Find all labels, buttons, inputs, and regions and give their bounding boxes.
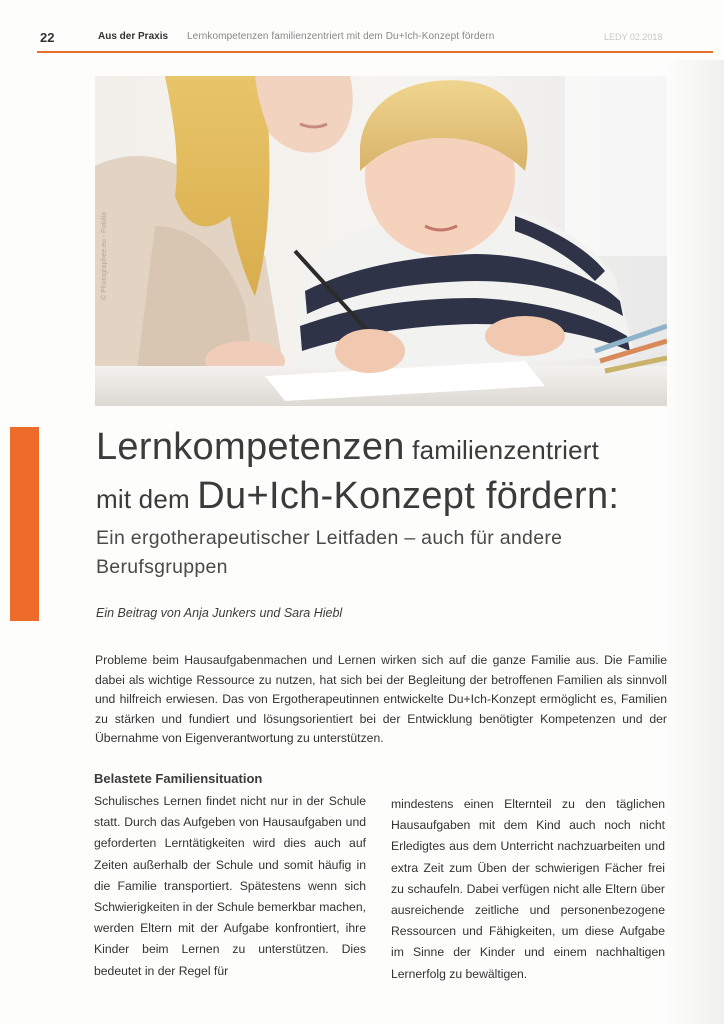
- article-title-line2: [96, 475, 619, 518]
- byline: Ein Beitrag von Anja Junkers und Sara Hiebl: [96, 606, 343, 620]
- article-title-line1: [96, 426, 599, 469]
- section-heading: Belastete Familiensituation: [94, 771, 263, 786]
- title-concept: Du+Ich-Konzept fördern:: [197, 475, 620, 517]
- issue-label: LEDY 02.2018: [604, 32, 663, 42]
- hero-photo: [95, 76, 667, 406]
- page-header: [0, 0, 724, 58]
- page-number: 22: [40, 30, 55, 45]
- body-column-left: Schulisches Lernen findet nicht nur in der Schule statt. Durch das Aufgeben von Hausaufgaben und geforderten Lerntätigkeiten wird dies auch auf Zeiten außerhalb der Schule und somit häufig in die Familie transportiert. Spätestens wenn sich Schwierigkeiten in der Schule bemerkbar machen, werden Eltern mit der Aufgabe konfrontiert, ihre Kinder beim Lernen zu unterstützen. Dies bedeutet in der Regel für: [94, 794, 366, 978]
- header-rule: [37, 51, 713, 53]
- title-rest-2: mit dem: [96, 484, 198, 514]
- orange-side-marker: [10, 427, 39, 621]
- page-edge-shade: [668, 60, 724, 1024]
- title-keyword: Lernkompetenzen: [96, 426, 405, 468]
- title-rest-1: familienzentriert: [404, 435, 600, 465]
- section-label: Aus der Praxis: [98, 31, 169, 42]
- photo-credit: © Photographee.eu - Fotolia: [101, 211, 108, 300]
- lead-paragraph: Probleme beim Hausaufgabenmachen und Lernen wirken sich auf die ganze Familie aus. Die Familie dabei als wichtige Ressource zu nutzen, hat sich bei der Begleitung der betroffenen Familien als sinnvoll und hilfreich erwiesen. Das von Ergotherapeutinnen entwickelte Du+Ich-Konzept ermöglicht es, Familien zu stärken und fundiert und lösungsorientiert bei der Entwicklung benötigter Kompetenzen und der Übernahme von Eigenverantwortung zu unterstützen.: [95, 653, 667, 746]
- running-title: Lernkompetenzen familienzentriert mit dem Du+Ich-Konzept fördern: [187, 31, 495, 42]
- article-subtitle: Ein ergotherapeutischer Leitfaden – auch für andere Berufsgruppen: [96, 527, 563, 578]
- body-column-right: mindestens einen Elternteil zu den täglichen Hausaufgaben mit dem Kind auch noch nicht Erledigtes aus dem Unterricht nachzuarbeiten und extra Zeit zum Üben der schwierigen Fächer frei zu schaufeln. Dabei verfügen nicht alle Eltern über ausreichende zeitliche und personenbezogene Ressourcen und Fähigkeiten, um diese Aufgabe im Sinne der Kinder und einem nachhaltigen Lernerfolg zu bewältigen.: [391, 797, 665, 981]
